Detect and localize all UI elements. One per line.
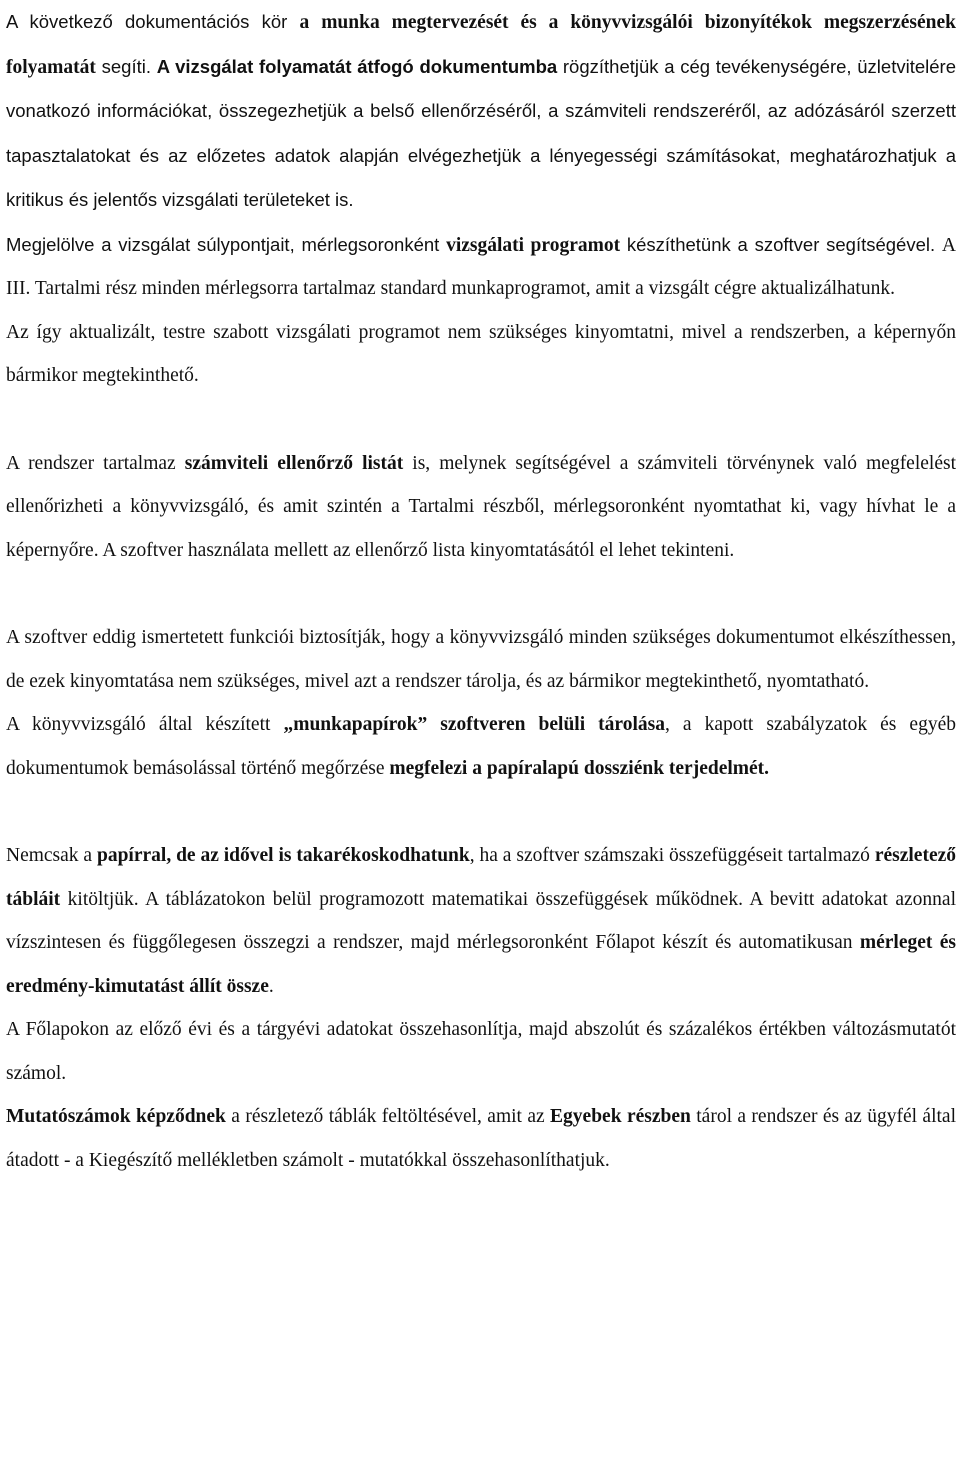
bold-text-segment: „munkapapírok” szoftveren belüli tárolása	[283, 714, 665, 735]
bold-text-segment: részletező tábláit	[6, 845, 957, 910]
text-segment: A könyvvizsgáló által készített	[6, 714, 284, 735]
text-segment: Megjelölve a vizsgálat súlypontjait, mérlegsoronként	[6, 233, 447, 255]
paragraph-time-saving	[6, 834, 956, 1008]
bold-text-segment: mérleget és eredmény-kimutatást állít össze	[6, 932, 956, 997]
text-segment: rögzíthetjük a cég tevékenységére, üzletvitelére vonatkozó információkat, összegezhetjük a belső ellenőrzéséről, a számviteli rendszeréről, az adózásáról szerzett tapasztalatokat és az előzetes adatok alapján elvégezhetjük a lényegességi számításokat, meghatározhatjuk a kritikus és jelentős vizsgálati területeket is.	[6, 55, 956, 210]
text-segment: , ha a szoftver számszaki összefüggéseit tartalmazó	[469, 845, 875, 866]
bold-text-segment: papírral, de az idővel is takarékoskodhatunk	[96, 845, 470, 866]
text-segment: a részletező táblák feltöltésével, amit az	[225, 1106, 551, 1127]
text-segment: segíti.	[95, 55, 157, 77]
bold-text-segment: A vizsgálat folyamatát átfogó dokumentumba	[156, 55, 558, 77]
bold-text-segment: számviteli ellenőrző listát	[184, 452, 404, 474]
paragraph-ratios	[6, 1095, 956, 1182]
text-segment: A Főlapokon az előző évi és a tárgyévi adatokat összehasonlítja, majd abszolút és százalékos értékben változásmutatót számol.	[6, 1019, 956, 1084]
text-segment: kitöltjük. A táblázatokon belül programozott matematikai összefüggések működnek. A bevitt adatokat azonnal vízszintesen és függőlegesen összegzi a rendszer, majd mérlegsoronként Főlapot készít és automatikusan	[6, 888, 956, 953]
text-segment: A következő dokumentációs kör	[6, 11, 300, 32]
text-segment: Nemcsak a	[6, 845, 97, 866]
text-segment: készíthetünk a szoftver segítségével.	[620, 233, 942, 255]
paragraph-documentation-cycle	[6, 0, 956, 223]
text-segment: A III. Tartalmi rész minden mérlegsorra tartalmaz standard munkaprogramot, amit a vizsgált cégre aktualizálhatunk.	[6, 234, 957, 299]
paragraph-functions	[6, 616, 956, 703]
text-segment: A rendszer tartalmaz	[6, 452, 185, 474]
bold-text-segment: vizsgálati programot	[446, 234, 621, 256]
bold-text-segment: a munka megtervezését és a könyvvizsgálói bizonyítékok megszerzésének folyamatát	[6, 12, 956, 78]
paragraph-customized-program	[6, 311, 956, 398]
text-segment: , a kapott szabályzatok és egyéb dokumentumok bemásolással történő megőrzése	[6, 714, 956, 779]
paragraph-checklist	[6, 442, 956, 573]
text-segment: tárol a rendszer és az ügyfél által átadott - a Kiegészítő mellékletben számolt - mutatókkal összehasonlíthatjuk.	[6, 1106, 956, 1171]
bold-text-segment: megfelezi a papíralapú dossziénk terjedelmét.	[389, 757, 770, 779]
bold-text-segment: Egyebek részben	[550, 1106, 691, 1127]
paragraph-workpapers	[6, 703, 956, 790]
paragraph-main-sheets	[6, 1008, 956, 1095]
bold-text-segment: Mutatószámok képződnek	[6, 1106, 226, 1127]
paragraph-audit-program	[6, 223, 956, 311]
text-segment: .	[268, 975, 274, 997]
text-segment: is, melynek segítségével a számviteli törvénynek való megfelelést ellenőrizheti a könyvvizsgáló, és amit szintén a Tartalmi részből, mérlegsoronként nyomtathat ki, vagy hívhat le a képernyőre. A szoftver használata mellett az ellenőrző lista kinyomtatásától el lehet tekinteni.	[6, 452, 956, 561]
text-segment: A szoftver eddig ismertetett funkciói biztosítják, hogy a könyvvizsgáló minden szükséges dokumentumot elkészíthessen, de ezek kinyomtatása nem szükséges, mivel azt a rendszer tárolja, és az bármikor megtekinthető, nyomtatható.	[6, 627, 956, 692]
text-segment: Az így aktualizált, testre szabott vizsgálati programot nem szükséges kinyomtatni, mivel a rendszerben, a képernyőn bármikor megtekinthető.	[6, 321, 956, 386]
